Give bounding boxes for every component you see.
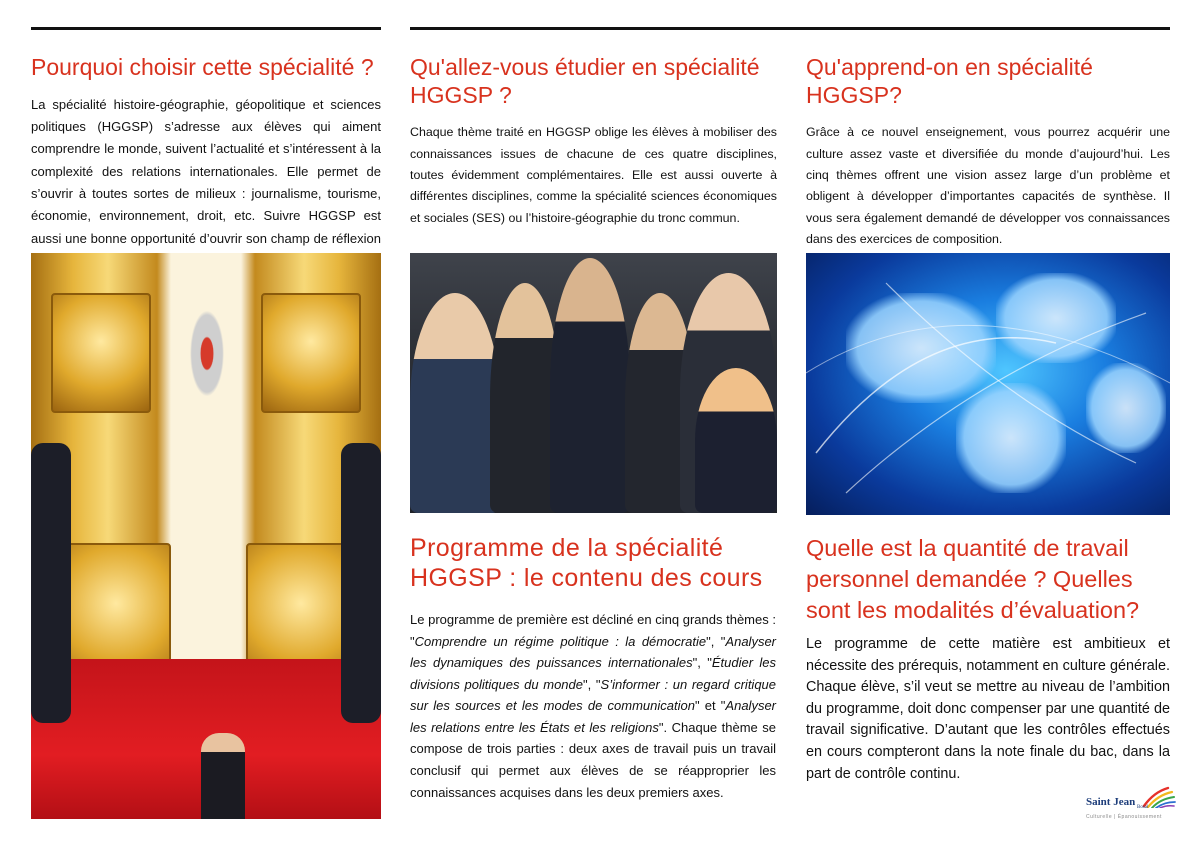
- paragraph-what-study: Chaque thème traité en HGGSP oblige les élèves à mobiliser des connaissances issues de chacune de ces quatre disciplines, toutes évidemment complémentaires. Elle est aussi ouverte à différentes disciplines, comme la spécialité sciences économiques et sociales (SES) ou l’histoire-géographie du tronc commun.: [410, 125, 777, 225]
- program-outro: ". Chaque thème se compose de trois parties : deux axes de travail puis un travail conclusif qui permet aux élèves de se réapproprier les connaissances acquises dans les deux premiers axes.: [410, 719, 776, 800]
- heading-what-learn: Qu'apprend-on en spécialité HGGSP?: [806, 54, 1093, 108]
- column-3: [806, 54, 1170, 250]
- door-panel: [51, 293, 151, 413]
- program-separator: ", ": [706, 633, 726, 649]
- network-lines-icon: [806, 253, 1170, 515]
- paragraph-why-choose: La spécialité histoire-géographie, géopolitique et sciences politiques (HGGSP) s’adresse aux élèves qui aiment comprendre le monde, suivent l’actualité et s’intéressent à la complexité des relations internationales. Elle permet de s’ouvrir à toutes sortes de milieux : journalisme, tourisme, économie, environnement, droit, etc. Suivre HGGSP est aussi une bonne opportunité d’ouvrir son champ de réflexion: [31, 96, 381, 246]
- paragraph-program: [410, 609, 776, 803]
- coat-of-arms-icon: [183, 293, 231, 403]
- guard-left: [31, 443, 71, 723]
- column-1: [31, 54, 381, 272]
- leader-figure: [695, 368, 777, 513]
- program-separator: ", ": [692, 655, 712, 671]
- top-rule-right: [410, 27, 1170, 30]
- logo-small-text: Bosal: [1137, 805, 1149, 810]
- leader-figure: [550, 258, 630, 513]
- program-theme-5: Analyser les relations entre les États et les religions: [410, 698, 776, 735]
- photo-world-network-globe: [806, 253, 1170, 515]
- program-intro: Le programme de première est décliné en cinq grands thèmes : ": [410, 612, 776, 649]
- leader-figure: [410, 293, 500, 513]
- walking-figure: [201, 733, 245, 819]
- program-theme-1: Comprendre un régime politique : la démocratie: [414, 633, 707, 649]
- program-separator: ", ": [583, 676, 601, 692]
- program-theme-2: Analyser les dynamiques des puissances internationales: [410, 633, 776, 671]
- school-logo: [1086, 786, 1176, 836]
- heading-workload: Quelle est la quantité de travail personnel demandée ? Quelles sont les modalités d’évaluation?: [806, 535, 1140, 624]
- heading-what-study: Qu'allez-vous étudier en spécialité HGGSP ?: [410, 54, 760, 108]
- photo-world-leaders: [410, 253, 777, 513]
- program-theme-4: S’informer : un regard critique sur les sources et les modes de communication: [410, 676, 777, 714]
- guard-right: [341, 443, 381, 723]
- logo-tagline: Culturelle | Épanouissement: [1086, 814, 1162, 820]
- paragraph-what-learn: Grâce à ce nouvel enseignement, vous pourrez acquérir une culture assez vaste et diversifiée du monde d’aujourd’hui. Les cinq thèmes offrent une vision assez large d’un problème et obligent à développer d’importantes capacités de synthèse. Il vous sera également demandé de développer vos connaissances dans des exercices de composition.: [806, 125, 1170, 246]
- top-rule-left: [31, 27, 381, 30]
- heading-program: Programme de la spécialité HGGSP : le contenu des cours: [410, 534, 763, 592]
- logo-name: Saint Jean: [1086, 796, 1136, 808]
- door-panel: [261, 293, 361, 413]
- column-2: [410, 54, 777, 229]
- program-theme-3: Étudier les divisions politiques du monde: [410, 655, 776, 692]
- column-2-lower: [410, 533, 776, 803]
- paragraph-workload: Le programme de cette matière est ambitieux et nécessite des prérequis, notamment en culture générale. Chaque élève, s’il veut se mettre au niveau de l’ambition du programme, doit donc compenser par une quantité de travail significative. D’autant que les contrôles effectués en cours compteront dans la note finale du bac, dans la part de contrôle continu.: [806, 636, 1170, 782]
- photo-golden-doors: [31, 253, 381, 819]
- heading-why-choose: Pourquoi choisir cette spécialité ?: [31, 54, 374, 80]
- program-separator: " et ": [694, 698, 726, 714]
- column-3-lower: [806, 533, 1170, 785]
